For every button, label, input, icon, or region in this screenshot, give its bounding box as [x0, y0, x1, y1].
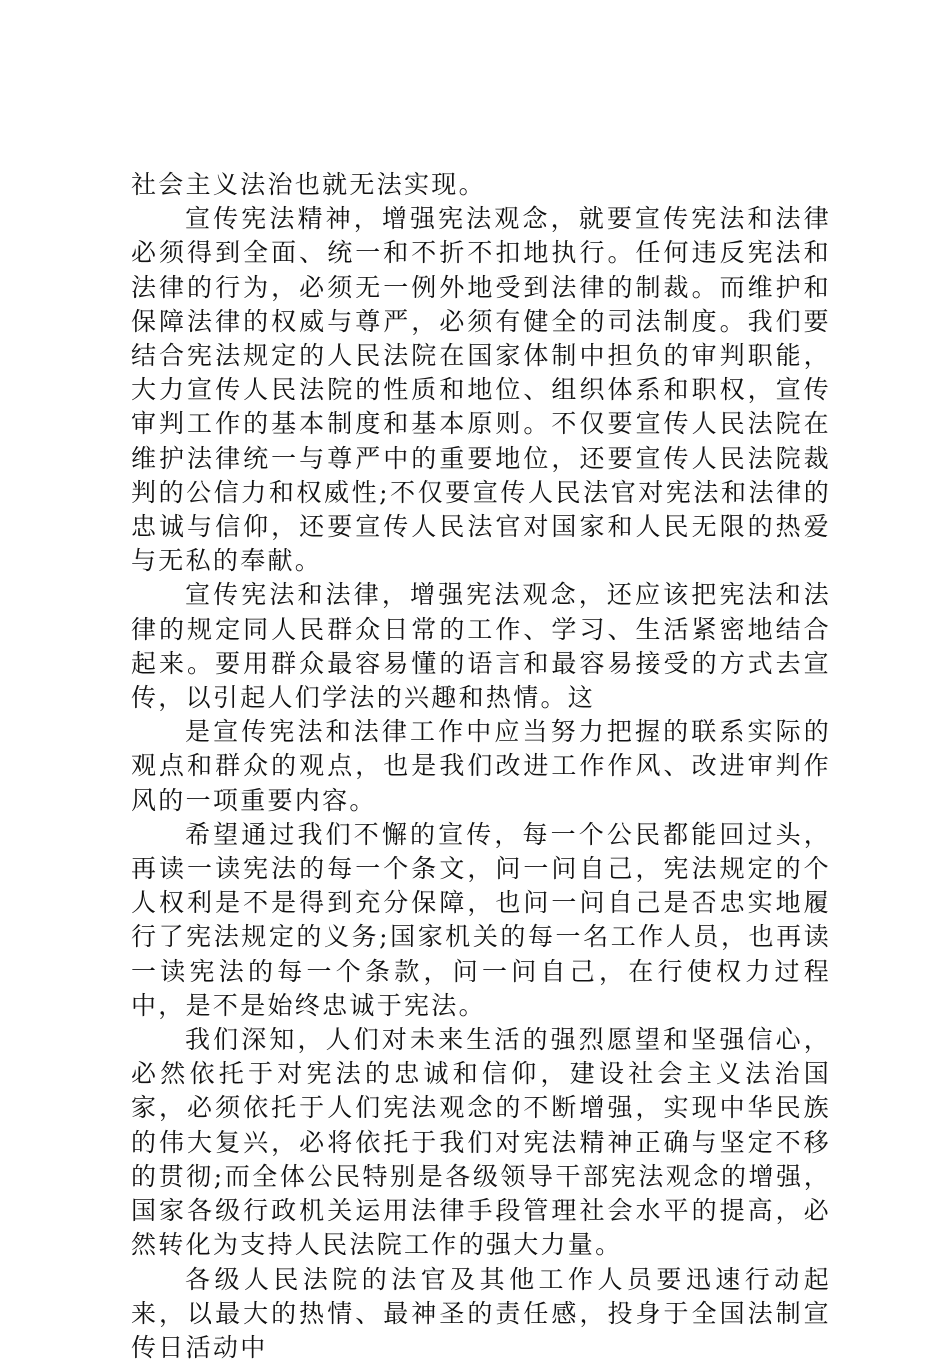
- paragraph: 是宣传宪法和法律工作中应当努力把握的联系实际的观点和群众的观点，也是我们改进工作作风、改进审判作风的一项重要内容。: [131, 715, 831, 818]
- paragraph: 希望通过我们不懈的宣传，每一个公民都能回过头，再读一读宪法的每一个条文，问一问自己，宪法规定的个人权利是不是得到充分保障，也问一问自己是否忠实地履行了宪法规定的义务;国家机关的每一名工作人员，也再读一读宪法的每一个条款，问一问自己，在行使权力过程中，是不是始终忠诚于宪法。: [131, 818, 831, 1023]
- paragraph: 我们深知，人们对未来生活的强烈愿望和坚强信心，必然依托于对宪法的忠诚和信仰，建设社会主义法治国家，必须依托于人们宪法观念的不断增强，实现中华民族的伟大复兴，必将依托于我们对宪法精神正确与坚定不移的贯彻;而全体公民特别是各级领导干部宪法观念的增强，国家各级行政机关运用法律手段管理社会水平的提高，必然转化为支持人民法院工作的强大力量。: [131, 1023, 831, 1262]
- paragraph: 宣传宪法和法律，增强宪法观念，还应该把宪法和法律的规定同人民群众日常的工作、学习、生活紧密地结合起来。要用群众最容易懂的语言和最容易接受的方式去宣传，以引起人们学法的兴趣和热情。这: [131, 578, 831, 715]
- paragraph: 社会主义法治也就无法实现。: [131, 168, 831, 202]
- paragraph: 宣传宪法精神，增强宪法观念，就要宣传宪法和法律必须得到全面、统一和不折不扣地执行。任何违反宪法和法律的行为，必须无一例外地受到法律的制裁。而维护和保障法律的权威与尊严，必须有健全的司法制度。我们要结合宪法规定的人民法院在国家体制中担负的审判职能，大力宣传人民法院的性质和地位、组织体系和职权，宣传审判工作的基本制度和基本原则。不仅要宣传人民法院在维护法律统一与尊严中的重要地位，还要宣传人民法院裁判的公信力和权威性;不仅要宣传人民法官对宪法和法律的忠诚与信仰，还要宣传人民法官对国家和人民无限的热爱与无私的奉献。: [131, 202, 831, 578]
- paragraph: 各级人民法院的法官及其他工作人员要迅速行动起来，以最大的热情、最神圣的责任感，投身于全国法制宣传日活动中: [131, 1263, 831, 1365]
- document-body: [131, 168, 831, 1365]
